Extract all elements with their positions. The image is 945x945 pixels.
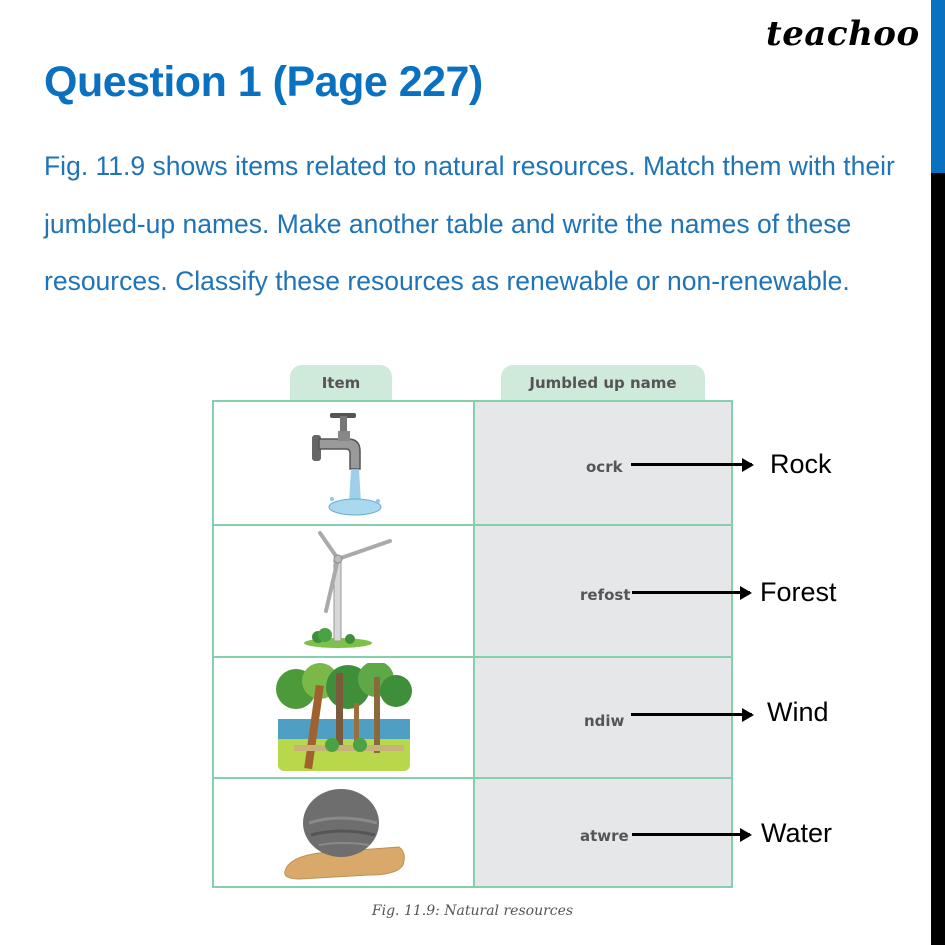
side-accent-bar-blue	[931, 0, 945, 173]
arrow-right-icon	[632, 591, 750, 594]
arrow-right-icon	[631, 713, 752, 716]
rock-icon	[214, 779, 473, 886]
answer-label: Forest	[760, 577, 837, 607]
column-header-jumbled-name: Jumbled up name	[501, 365, 705, 401]
side-accent-bar-black	[931, 173, 945, 945]
figure-caption-text: Fig. 11.9: Natural resources	[371, 903, 574, 919]
answer-label: Water	[761, 818, 833, 848]
answer-label: Rock	[770, 449, 832, 479]
forest-icon	[214, 658, 473, 777]
figure-caption	[0, 903, 945, 919]
arrow-right-icon	[631, 463, 752, 466]
natural-resources-table	[212, 400, 733, 888]
answer-label: Wind	[767, 697, 829, 727]
jumbled-name: ndiw	[584, 712, 625, 730]
jumbled-name: atwre	[580, 827, 629, 845]
table-row	[214, 658, 731, 777]
jumbled-name: ocrk	[586, 458, 623, 476]
teachoo-logo: teachoo	[766, 14, 920, 54]
wind-turbine-icon	[214, 526, 473, 656]
question-text: Fig. 11.9 shows items related to natural resources. Match them with their jumbled-up names. Make another table and write the names of these resources. Classify these resources as renewable or non-renewable.	[44, 151, 895, 296]
column-header-item: Item	[290, 365, 392, 401]
water-tap-icon	[214, 402, 473, 524]
arrow-right-icon	[632, 833, 750, 836]
jumbled-name: refost	[580, 586, 631, 604]
page-title: Question 1 (Page 227)	[44, 58, 483, 106]
